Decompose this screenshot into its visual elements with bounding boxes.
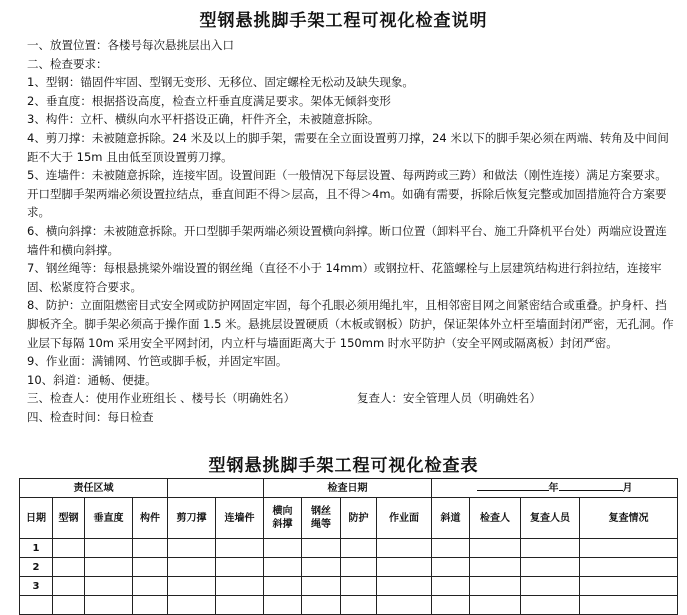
paragraph-location: 一、放置位置：各楼号每次悬挑层出入口: [27, 38, 234, 52]
table-cell[interactable]: [216, 539, 264, 558]
check-time: 四、检查时间：每日检查: [27, 409, 154, 424]
column-header: 复查人员: [521, 498, 580, 539]
column-header: 垂直度: [85, 498, 133, 539]
table-cell[interactable]: [302, 577, 341, 596]
table-cell[interactable]: [85, 558, 133, 577]
table-cell[interactable]: [470, 539, 521, 558]
table-cell[interactable]: [216, 577, 264, 596]
table-cell[interactable]: [377, 596, 432, 615]
row-number: 3: [20, 577, 53, 596]
table-row: [20, 539, 678, 558]
column-header: 横向 斜撑: [264, 498, 302, 539]
column-header: 连墙件: [216, 498, 264, 539]
column-header: 斜道: [432, 498, 470, 539]
table-cell[interactable]: [521, 596, 580, 615]
table-cell[interactable]: [521, 539, 580, 558]
table-cell[interactable]: [264, 539, 302, 558]
signature-row: [27, 389, 677, 408]
table-cell[interactable]: [53, 596, 85, 615]
table-cell[interactable]: [133, 539, 168, 558]
paragraph-cross-brace: 6、横向斜撑：未被随意拆除。开口型脚手架两端必须设置横向斜撑。断口位置（卸料平台、施工升降机平台处）两端应设置连墙件和横向斜撑。: [27, 223, 667, 257]
column-header: 日期: [20, 498, 53, 539]
table-cell[interactable]: [133, 596, 168, 615]
table-cell[interactable]: [85, 596, 133, 615]
table-row: [20, 596, 678, 615]
table-cell[interactable]: [302, 558, 341, 577]
instructions: [27, 36, 677, 426]
paragraph-wall-ties: 5、连墙件：未被随意拆除，连接牢固。设置间距（一般情况下每层设置、每两跨或三跨）和做法（刚性连接）满足方案要求。开口型脚手架两端必须设置拉结点，垂直间距不得＞层高，且不得＞4m。如确有需要，拆除后恢复完整或加固措施符合方案要求。: [27, 168, 667, 220]
paragraph-wire-rope: 7、钢丝绳等：每根悬挑梁外端设置的钢丝绳（直径不小于 14mm）或钢拉杆、花篮螺栓与上层建筑结构进行斜拉结，连接牢固、松紧度符合要求。: [27, 261, 662, 294]
date-value[interactable]: [432, 479, 678, 498]
row-number: 1: [20, 539, 53, 558]
table-cell[interactable]: [85, 539, 133, 558]
table-title: 型钢悬挑脚手架工程可视化检查表: [208, 456, 479, 476]
table-cell[interactable]: [521, 558, 580, 577]
column-header: 作业面: [377, 498, 432, 539]
table-cell[interactable]: [377, 558, 432, 577]
table-cell[interactable]: [580, 596, 678, 615]
column-header: 钢丝 绳等: [302, 498, 341, 539]
table-cell[interactable]: [168, 596, 216, 615]
document-title: 型钢悬挑脚手架工程可视化检查说明: [199, 11, 488, 31]
table-cell[interactable]: [264, 577, 302, 596]
inspection-table-wrap: [19, 478, 677, 615]
table-cell[interactable]: [264, 596, 302, 615]
table-cell[interactable]: [85, 577, 133, 596]
table-cell[interactable]: [341, 596, 377, 615]
table-cell[interactable]: [168, 558, 216, 577]
table-cell[interactable]: [580, 577, 678, 596]
table-cell[interactable]: [216, 596, 264, 615]
year-label: 年: [548, 482, 559, 494]
table-cell[interactable]: [432, 539, 470, 558]
table-cell[interactable]: [216, 558, 264, 577]
row-number: [20, 596, 53, 615]
table-cell[interactable]: [470, 577, 521, 596]
paragraph-verticality: 2、垂直度：根据搭设高度，检查立杆垂直度满足要求。架体无倾斜变形: [27, 93, 391, 108]
date-label: 检查日期: [264, 479, 432, 498]
table-header-row: [20, 498, 678, 539]
table-cell[interactable]: [53, 558, 85, 577]
month-label: 月: [622, 482, 633, 494]
paragraph-scissor-brace: 4、剪刀撑：未被随意拆除。24 米及以上的脚手架，需要在全立面设置剪刀撑，24 米以下的脚手架必须在两端、转角及中间间距不大于 15m 且由低至顶设置剪刀撑。: [27, 130, 669, 164]
paragraph-ramp: 10、斜道：通畅、便捷。: [27, 372, 157, 387]
table-cell[interactable]: [302, 596, 341, 615]
table-cell[interactable]: [377, 577, 432, 596]
table-cell[interactable]: [53, 577, 85, 596]
table-cell[interactable]: [264, 558, 302, 577]
column-header: 复查情况: [580, 498, 678, 539]
table-cell[interactable]: [470, 558, 521, 577]
table-body: [20, 539, 678, 615]
paragraph-members: 3、构件：立杆、横纵向水平杆搭设正确，杆件齐全，未被随意拆除。: [27, 112, 380, 127]
table-cell[interactable]: [521, 577, 580, 596]
table-cell[interactable]: [432, 558, 470, 577]
table-row: [20, 558, 678, 577]
table-cell[interactable]: [341, 558, 377, 577]
table-cell[interactable]: [341, 577, 377, 596]
paragraph-work-surface: 9、作业面：满铺网、竹笆或脚手板，并固定牢固。: [27, 354, 288, 369]
table-cell[interactable]: [470, 596, 521, 615]
table-cell[interactable]: [133, 577, 168, 596]
area-value[interactable]: [168, 479, 264, 498]
table-cell[interactable]: [341, 539, 377, 558]
column-header: 检查人: [470, 498, 521, 539]
table-cell[interactable]: [302, 539, 341, 558]
table-cell[interactable]: [377, 539, 432, 558]
table-cell[interactable]: [432, 596, 470, 615]
column-header: 构件: [133, 498, 168, 539]
column-header: 型钢: [53, 498, 85, 539]
row-number: 2: [20, 558, 53, 577]
table-cell[interactable]: [580, 539, 678, 558]
column-header: 防护: [341, 498, 377, 539]
table-cell[interactable]: [432, 577, 470, 596]
table-cell[interactable]: [168, 577, 216, 596]
table-cell[interactable]: [133, 558, 168, 577]
table-top-row: [20, 479, 678, 498]
reviewer-text: 复查人：安全管理人员（明确姓名）: [357, 391, 541, 406]
table-cell[interactable]: [53, 539, 85, 558]
paragraph-requirements: 二、检查要求：: [27, 56, 108, 71]
area-label: 责任区域: [20, 479, 168, 498]
inspector-text: 三、检查人：使用作业班组长 、楼号长（明确姓名）: [27, 391, 296, 406]
paragraph-steel: 1、型钢：锚固件牢固、型钢无变形、无移位、固定螺栓无松动及缺失现象。: [27, 75, 414, 90]
table-row: [20, 577, 678, 596]
column-header: 剪刀撑: [168, 498, 216, 539]
inspection-table: [19, 478, 678, 615]
table-cell[interactable]: [168, 539, 216, 558]
table-cell[interactable]: [580, 558, 678, 577]
paragraph-protection: 8、防护：立面阻燃密目式安全网或防护网固定牢固，每个孔眼必须用绳扎牢，且相邻密目网之间紧密结合或重叠。护身杆、挡脚板齐全。脚手架必须高于操作面 1.5 米。悬挑层设置硬质（木板或钢板）防护，保证架体外立杆至墙面封闭严密，无孔洞。作业层下每隔 10m 采用安全平网封闭，内立杆与墙面距离大于 150mm 时水平防护（安全平网或隔离板）封闭严密。: [27, 298, 674, 350]
